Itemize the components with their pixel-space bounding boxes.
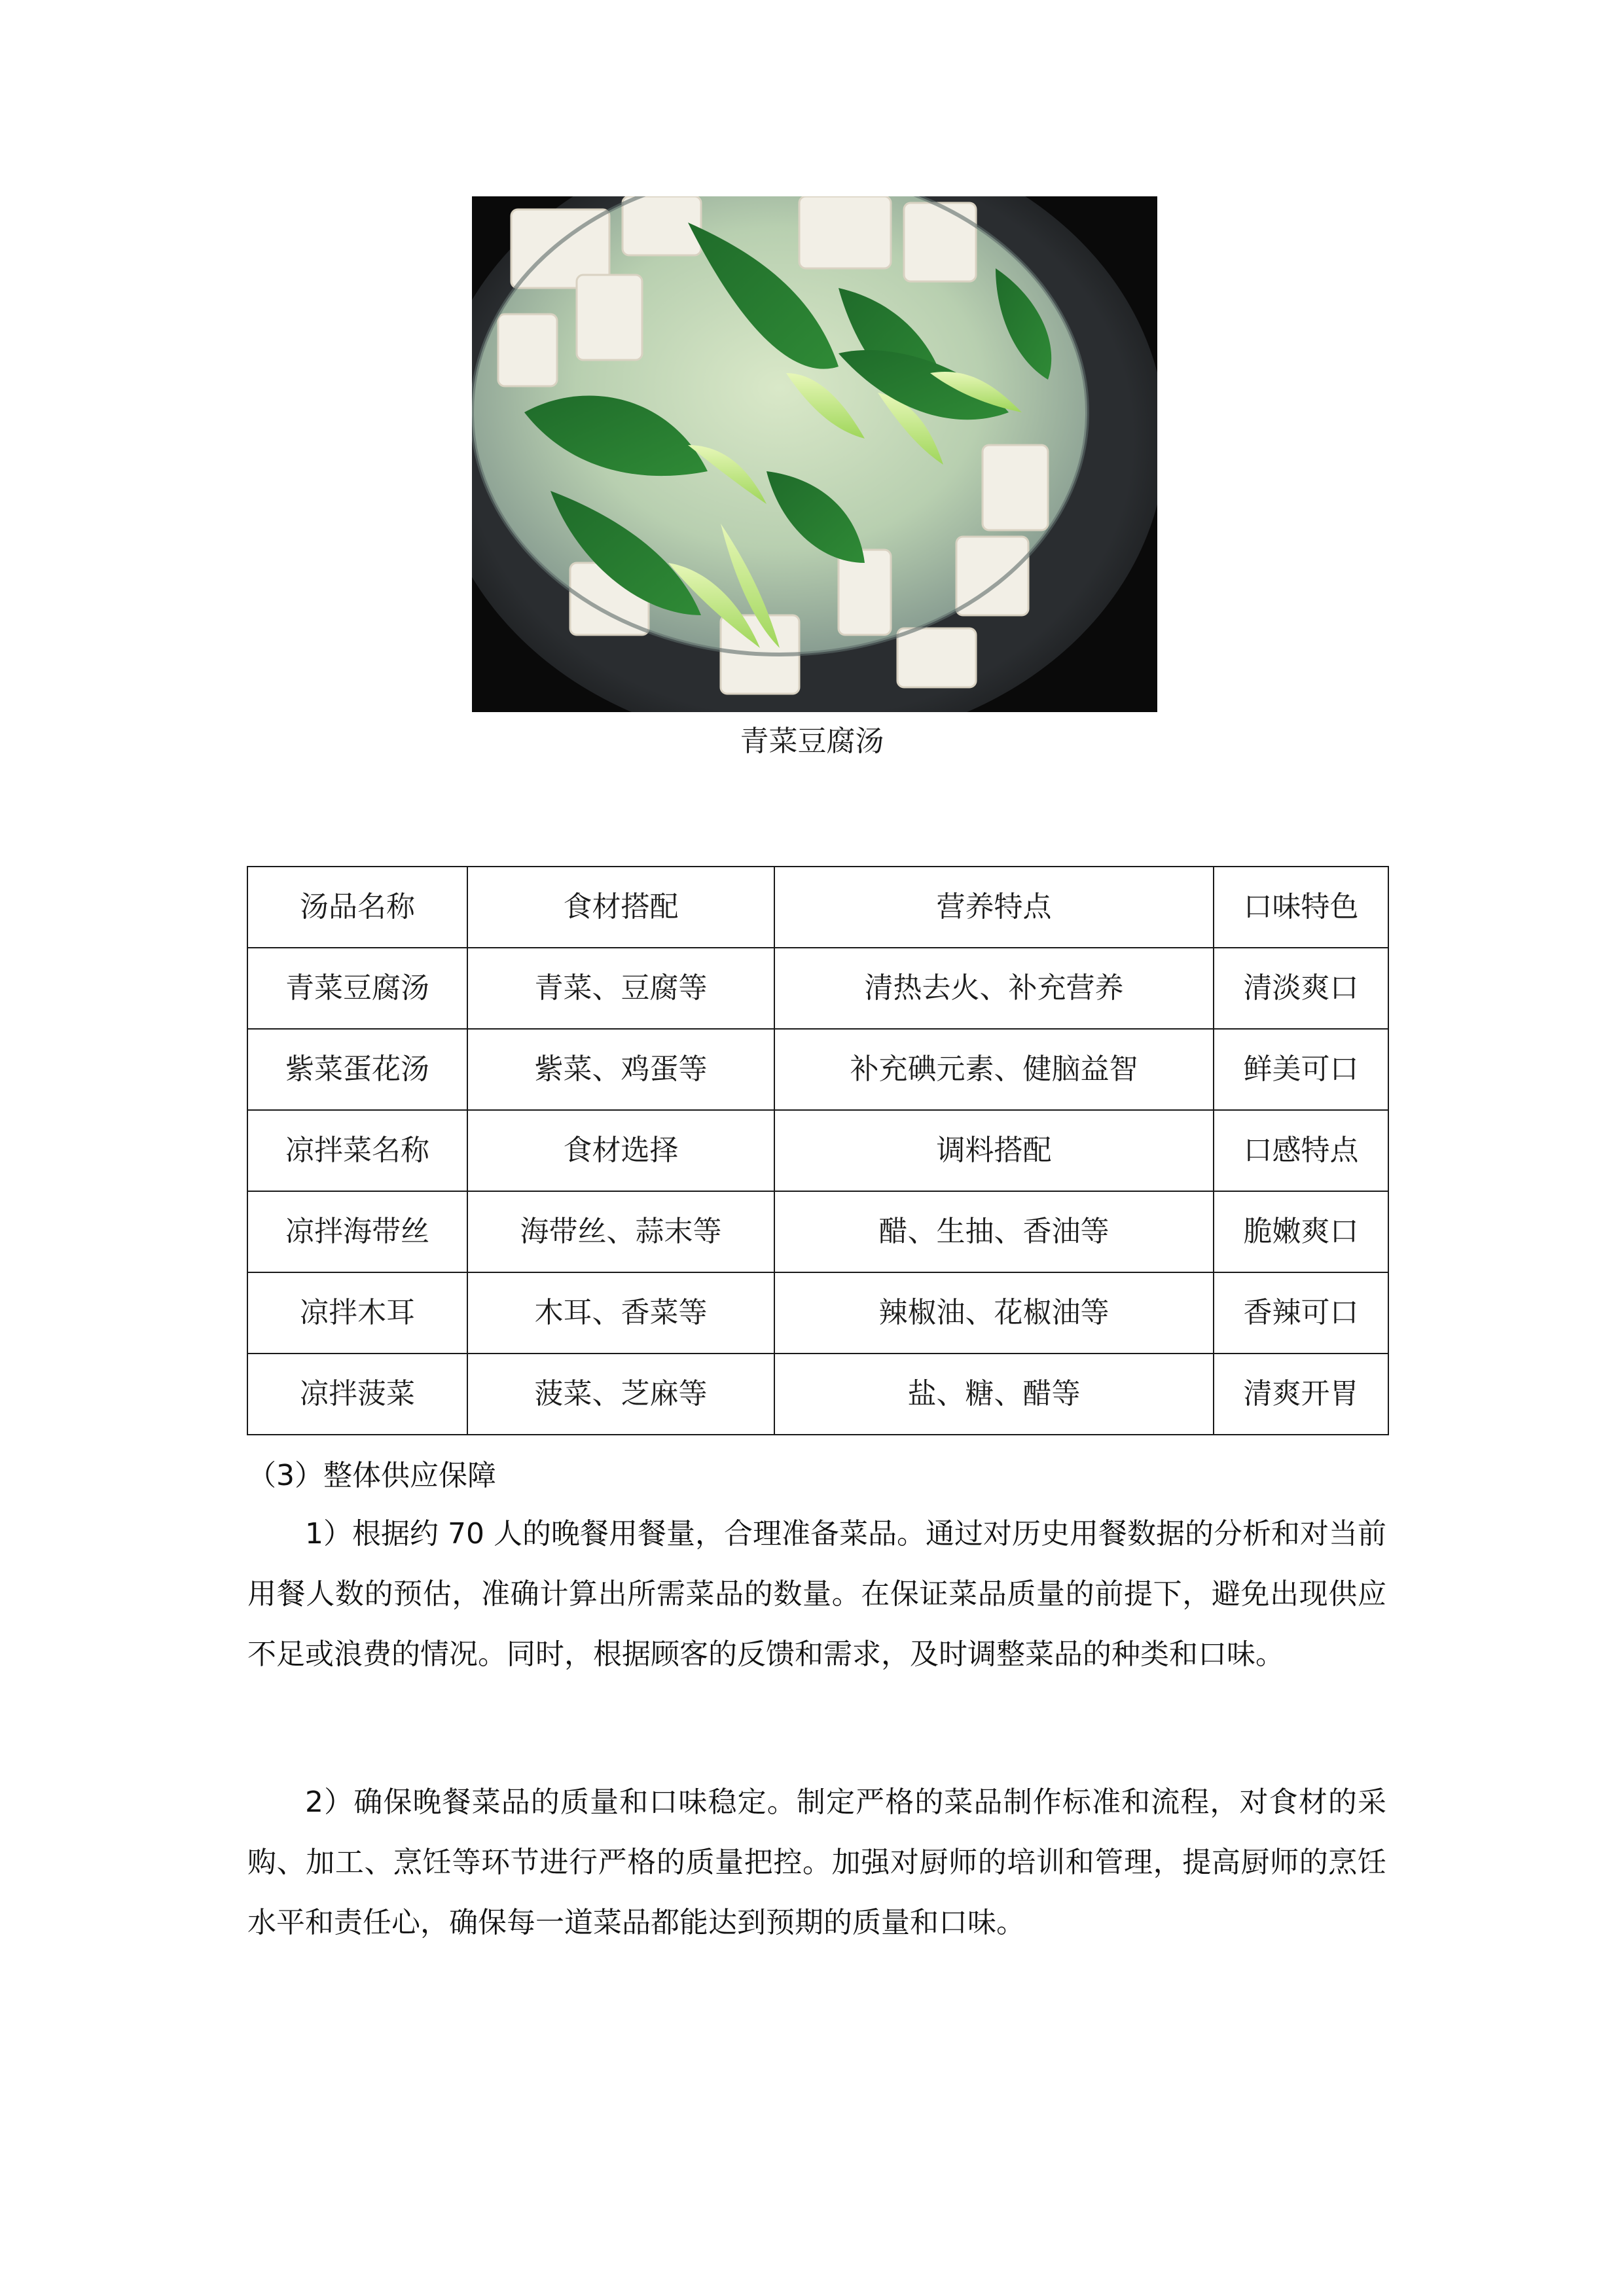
table-cell: 木耳、香菜等: [467, 1272, 774, 1354]
table-cell: 青菜豆腐汤: [247, 948, 467, 1029]
table-row: [247, 867, 1388, 948]
table-cell: 清淡爽口: [1214, 948, 1388, 1029]
paragraph-quality-assurance: 2）确保晚餐菜品的质量和口味稳定。制定严格的菜品制作标准和流程，对食材的采购、加工、烹饪等环节进行严格的质量把控。加强对厨师的培训和管理，提高厨师的烹饪水平和责任心，确保每一道菜品都能达到预期的质量和口味。: [247, 1785, 1386, 1939]
table-row: [247, 948, 1388, 1029]
table-cell: 清爽开胃: [1214, 1354, 1388, 1435]
table-cell-nutrition-header: 营养特点: [774, 867, 1214, 948]
paragraph-supply-quantity: 1）根据约 70 人的晚餐用餐量，合理准备菜品。通过对历史用餐数据的分析和对当前用餐人数的预估，准确计算出所需菜品的数量。在保证菜品质量的前提下，避免出现供应不足或浪费的情况。同时，根据顾客的反馈和需求，及时调整菜品的种类和口味。: [247, 1517, 1386, 1671]
table-cell-cold-dish-name-header: 凉拌菜名称: [247, 1110, 467, 1191]
photo-caption: 青菜豆腐汤: [740, 725, 884, 758]
table-cell: 凉拌木耳: [247, 1272, 467, 1354]
table-cell: 辣椒油、花椒油等: [774, 1272, 1214, 1354]
table-cell: 菠菜、芝麻等: [467, 1354, 774, 1435]
table-row: [247, 1110, 1388, 1191]
dish-table: [247, 866, 1389, 1435]
table-cell: 补充碘元素、健脑益智: [774, 1029, 1214, 1110]
table-cell-taste-header: 口味特色: [1214, 867, 1388, 948]
table-cell: 紫菜蛋花汤: [247, 1029, 467, 1110]
table-cell: 凉拌海带丝: [247, 1191, 467, 1272]
table-cell: 清热去火、补充营养: [774, 948, 1214, 1029]
table-row: [247, 1191, 1388, 1272]
table-cell: 盐、糖、醋等: [774, 1354, 1214, 1435]
soup-photo-illustration: [472, 196, 1157, 712]
table-cell: 凉拌菠菜: [247, 1354, 467, 1435]
table-cell-soup-name-header: 汤品名称: [247, 867, 467, 948]
table-cell: 海带丝、蒜末等: [467, 1191, 774, 1272]
table-cell: 鲜美可口: [1214, 1029, 1388, 1110]
table-cell: 青菜、豆腐等: [467, 948, 774, 1029]
table-cell-ingredient-choice-header: 食材选择: [467, 1110, 774, 1191]
table-cell: 香辣可口: [1214, 1272, 1388, 1354]
table-row: [247, 1029, 1388, 1110]
section-heading: （3）整体供应保障: [247, 1459, 496, 1492]
table-cell-texture-header: 口感特点: [1214, 1110, 1388, 1191]
table-cell: 脆嫩爽口: [1214, 1191, 1388, 1272]
soup-photo: [472, 196, 1157, 712]
table-row: [247, 1272, 1388, 1354]
table-row: [247, 1354, 1388, 1435]
table-cell-seasoning-header: 调料搭配: [774, 1110, 1214, 1191]
table-cell: 紫菜、鸡蛋等: [467, 1029, 774, 1110]
table-cell: 醋、生抽、香油等: [774, 1191, 1214, 1272]
table-cell-ingredients-header: 食材搭配: [467, 867, 774, 948]
